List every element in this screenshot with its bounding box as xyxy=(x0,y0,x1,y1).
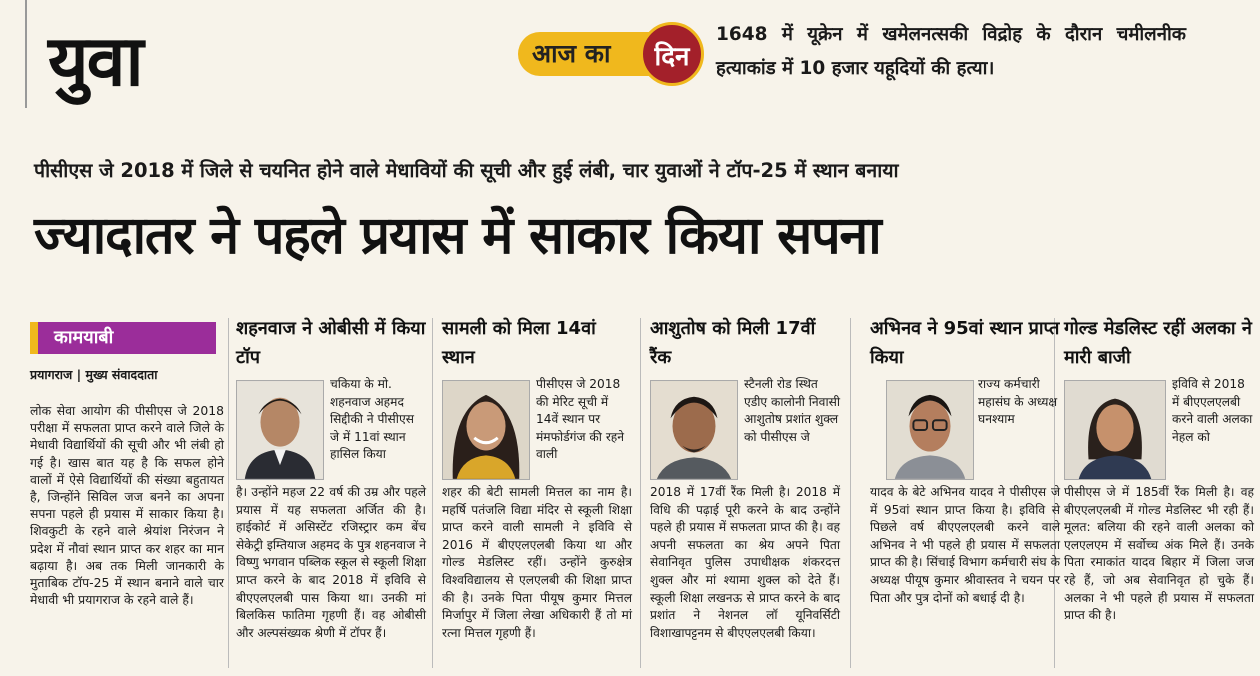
portrait-photo xyxy=(442,380,530,480)
intro-text: लोक सेवा आयोग की पीसीएस जे 2018 परीक्षा में सफलता प्राप्त करने वाले जिले के मेधावी विद्यार्थियों की सूची और भी लंबी हो गई है। खास बात यह है कि सफल होने वालों में ऐसे विद्यार्थियों की संख्या बहुतायत है, जिन्होंने सिविल जज बनने का अपना सपना पहले ही प्रयास में साकार किया है। शिवकुटी के रहने वाले श्रेयांश निरंजन ने प्रदेश में नौवां स्थान प्राप्त कर शहर का मान बढ़ाया है। अब तक मिली जानकारी के मुताबिक टॉप-25 में स्थान बनाने वाले चार मेधावी भी प्रयागराज के रहने वाले हैं। xyxy=(30,403,224,608)
story-ashutosh xyxy=(650,314,840,674)
story-headline: शहनवाज ने ओबीसी में किया टॉप xyxy=(236,318,426,368)
story-side-text: इविवि से 2018 में बीएएलएलबी करने वाली अलका नेहल को xyxy=(1172,377,1253,444)
section-tag: कामयाबी xyxy=(30,322,216,354)
story-samli xyxy=(442,314,632,674)
column-rule xyxy=(432,318,433,668)
story-headline: सामली को मिला 14वां स्थान xyxy=(442,318,596,368)
story-headline: गोल्ड मेडलिस्ट रहीं अलका ने मारी बाजी xyxy=(1064,318,1252,368)
story-body: पीसीएस जे में 185वीं रैंक मिली है। वह बीएएलएलबी में गोल्ड मेडलिस्ट भी रही हैं। मूलत: बलिया की रहने वाली अलका को एलएलएम में सर्वोच्च अंक मिले हैं। उनके पिता रमाकांत यादव बिहार में जिला जज रहे हैं, जो अब सेवानिवृत हो चुके हैं। अलका ने भी पहले ही प्रयास में सफलता प्राप्त की है। xyxy=(1064,485,1254,623)
story-side-text: राज्य कर्मचारी महासंघ के अध्यक्ष घनश्याम xyxy=(978,377,1058,427)
story-side-text: चकिया के मो. शहनवाज अहमद सिद्दीकी ने पीसीएस जे में 11वां स्थान हासिल किया xyxy=(330,377,414,462)
story-headline: अभिनव ने 95वां स्थान प्राप्त किया xyxy=(870,318,1060,368)
column-rule xyxy=(228,318,229,668)
masthead xyxy=(0,0,1260,110)
story-body: शहर की बेटी सामली मित्तल का नाम है। महर्षि पतंजलि विद्या मंदिर से स्कूली शिक्षा प्राप्त करने वाली सामली ने इविवि से 2016 में बीएएलएलबी किया था और गोल्ड मेडलिस्ट रहीं। उन्होंने कुरुक्षेत्र विश्वविद्यालय से एलएलबी की शिक्षा प्राप्त की है। उनके पिता पीयूष कुमार मित्तल मिर्जापुर में जिला लेखा अधिकारी हैं तो मां रत्ना मित्तल गृहणी हैं। xyxy=(442,485,632,640)
dateline: प्रयागराज | मुख्य संवाददाता xyxy=(30,367,158,382)
history-text: 1648 में यूक्रेन में खमेलनत्सकी विद्रोह के दौरान चमीलनीक हत्याकांड में 10 हजार यहूदियों की हत्या। xyxy=(716,24,1186,79)
story-headline: आशुतोष को मिली 17वीं रैंक xyxy=(650,318,816,368)
story-abhinav xyxy=(870,314,1060,674)
story-shahnawaz xyxy=(236,314,426,674)
din-label: दिन xyxy=(640,22,704,86)
story-body: है। उन्होंने महज 22 वर्ष की उम्र और पहले प्रयास में यह सफलता अर्जित की है। हाईकोर्ट में असिस्टेंट रजिस्ट्रार कम बेंच सेकेट्री इम्तियाज अहमद के पुत्र शहनवाज ने विष्णु भगवान पब्लिक स्कूल से स्कूली शिक्षा प्राप्त करने के बाद 2018 में इविवि से बीएएलएलबी पास किया था। उनकी मां बिलकिस फातिमा गृहणी हैं। वह ओबीसी और अल्पसंख्यक श्रेणी में टॉपर हैं। xyxy=(236,485,426,640)
column-rule xyxy=(850,318,851,668)
aaj-ka-din-badge xyxy=(518,22,718,88)
portrait-photo xyxy=(236,380,324,480)
story-body: यादव के बेटे अभिनव यादव ने पीसीएस जे में 95वां स्थान प्राप्त किया है। इविवि से पिछले वर्ष बीएएलएलबी करने वाले अभिनव ने भी पहले ही प्रयास में सफलता प्राप्त की है। सिंचाई विभाग कर्मचारी संघ के अध्यक्ष पीयूष कुमार श्रीवास्तव ने चयन पर पिता और पुत्र दोनों को बधाई दी है। xyxy=(870,485,1060,605)
portrait-photo xyxy=(886,380,974,480)
masthead-rule xyxy=(25,0,27,108)
story-body: 2018 में 17वीं रैंक मिली है। 2018 में विधि की पढ़ाई पूरी करने के बाद उन्होंने पहले ही प्रयास में सफलता प्राप्त की है। वह अपनी सफलता का श्रेय अपने पिता सेवानिवृत पुलिस उपाधीक्षक शंकरदत्त शुक्ल और मां श्यामा शुक्ल को देते हैं। स्कूली शिक्षा लखनऊ से प्राप्त करने के बाद प्रशांत ने नेशनल लॉ यूनिवर्सिटी विशाखापट्टनम से बीएएलएलबी किया। xyxy=(650,485,840,640)
story-alka xyxy=(1064,314,1254,674)
section-title: युवा xyxy=(48,20,142,102)
story-side-text: स्टैनली रोड स्थित एडीए कालोनी निवासी आशुतोष प्रशांत शुक्ल को पीसीएस जे xyxy=(744,377,841,444)
kicker: पीसीएस जे 2018 में जिले से चयनित होने वाले मेधावियों की सूची और हुई लंबी, चार युवाओं ने टॉप-25 में स्थान बनाया xyxy=(34,159,899,182)
story-side-text: पीसीएस जे 2018 की मेरिट सूची में 14वें स्थान पर मंमफोर्डगंज की रहने वाली xyxy=(536,377,625,462)
portrait-photo xyxy=(1064,380,1166,480)
column-rule xyxy=(640,318,641,668)
aaj-ka-label: आज का xyxy=(518,32,668,76)
headline: ज्यादातर ने पहले प्रयास में साकार किया सपना xyxy=(34,206,881,266)
portrait-photo xyxy=(650,380,738,480)
